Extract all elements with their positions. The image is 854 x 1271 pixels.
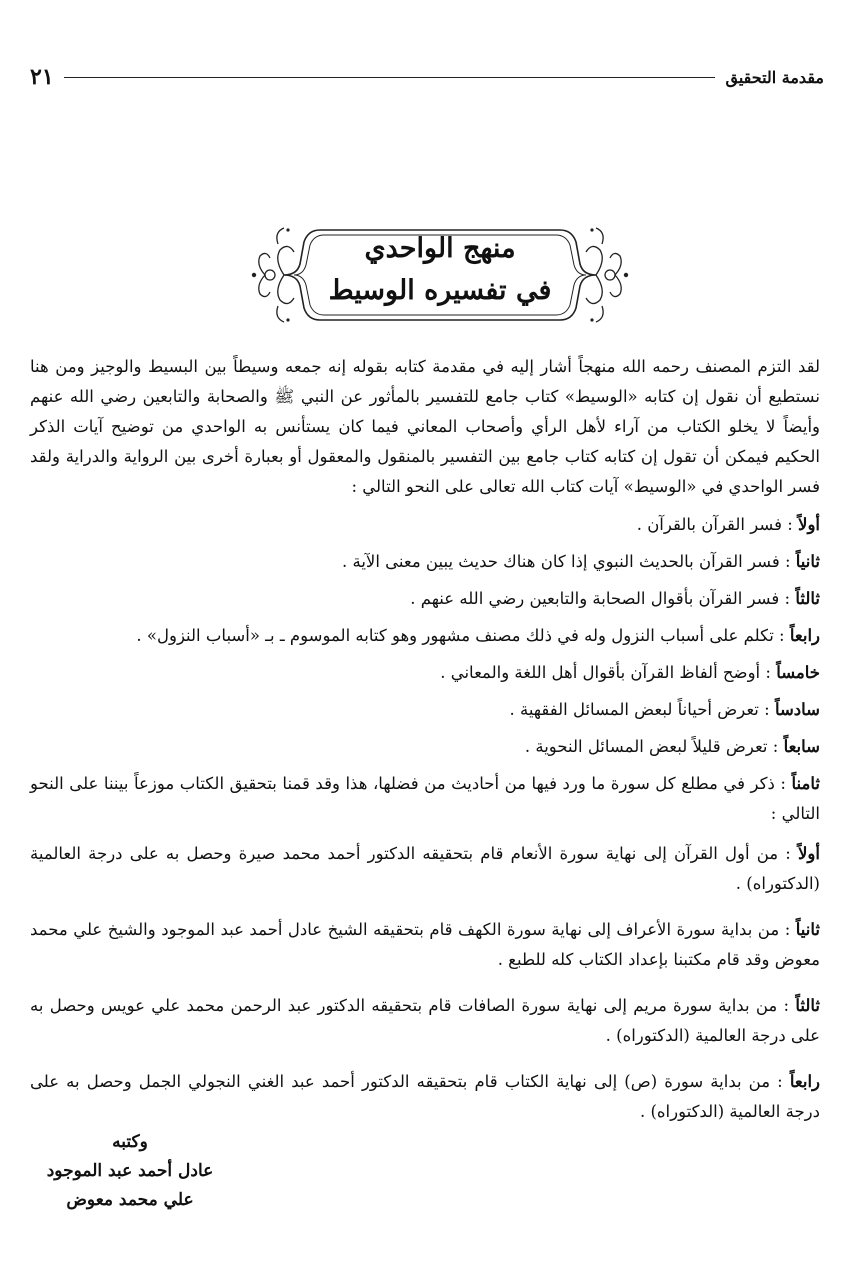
list-item: ثامناً : ذكر في مطلع كل سورة ما ورد فيها من أحاديث من فضلها، هذا وقد قمنا بتحقيق الكتاب موزعاً بيننا على النحو التالي :	[30, 774, 820, 823]
item-text: من أول القرآن إلى نهاية سورة الأنعام قام بتحقيقه الدكتور أحمد محمد صيرة وحصل به على درجة العالمية (الدكتوراه) .	[30, 844, 820, 893]
item-label: أولاً	[798, 515, 820, 534]
item-text: من بداية سورة (ص) إلى نهاية الكتاب قام بتحقيقه الدكتور أحمد عبد الغني النجولي الجمل وحصل به على درجة العالمية (الدكتوراه) .	[30, 1072, 820, 1121]
item-text: أوضح ألفاظ القرآن بأقوال أهل اللغة والمعاني .	[440, 663, 761, 682]
item-text: تعرض قليلاً لبعض المسائل النحوية .	[524, 737, 768, 756]
item-text: من بداية سورة مريم إلى نهاية سورة الصافات قام بتحقيقه الدكتور عبد الرحمن محمد علي عويس وحصل به على درجة العالمية (الدكتوراه) .	[30, 996, 820, 1045]
page-number: ٢١	[30, 64, 54, 90]
intro-paragraph: لقد التزم المصنف رحمه الله منهجاً أشار إليه في مقدمة كتابه بقوله إنه جمعه وسيطاً بين البسيط والوجيز ومن هنا نستطيع أن نقول إن كتابه «الوسيط» كتاب جامع للتفسير بالمأثور عن النبي ﷺ والصحابة والتابعين رضي الله عنهم وأيضاً لا يخلو الكتاب من آراء لأهل الرأي وأصحاب المعاني فيما كان يستأنس به الواحدي من توضيح آيات الذكر الحكيم فيمكن أن تقول إن كتابه كتاب جامع بين التفسير بالمنقول والمعقول أو بعبارة أخرى بين الرواية والدراية ولقد فسر الواحدي في «الوسيط» آيات كتاب الله تعالى على النحو التالي :	[30, 357, 820, 496]
method-list	[30, 510, 820, 829]
list-item: رابعاً : من بداية سورة (ص) إلى نهاية الكتاب قام بتحقيقه الدكتور أحمد عبد الغني النجولي الجمل وحصل به على درجة العالمية (الدكتوراه) .	[30, 1072, 820, 1121]
signature-block	[30, 1128, 230, 1215]
division-list	[30, 839, 820, 1127]
list-item: ثانياً : فسر القرآن بالحديث النبوي إذا كان هناك حديث يبين معنى الآية .	[341, 552, 820, 571]
list-item: أولاً : فسر القرآن بالقرآن .	[636, 515, 820, 534]
item-label: ثالثاً	[795, 996, 820, 1015]
item-text: تعرض أحياناً لبعض المسائل الفقهية .	[509, 700, 759, 719]
item-text: من بداية سورة الأعراف إلى نهاية سورة الكهف قام بتحقيقه الشيخ عادل أحمد عبد الموجود والشيخ علي محمد معوض وقد قام مكتبنا بإعداد الكتاب كله للطبع .	[30, 920, 820, 969]
body-text	[30, 352, 820, 1143]
header-title: مقدمة التحقيق	[725, 67, 824, 87]
section-heading-line2: في تفسيره الوسيط	[328, 275, 552, 306]
list-item: ثالثاً : من بداية سورة مريم إلى نهاية سورة الصافات قام بتحقيقه الدكتور عبد الرحمن محمد علي عويس وحصل به على درجة العالمية (الدكتوراه) .	[30, 996, 820, 1045]
item-label: سادساً	[774, 700, 820, 719]
list-item: رابعاً : تكلم على أسباب النزول وله في ذلك مصنف مشهور وهو كتابه الموسوم ـ بـ «أسباب النزول» .	[136, 626, 820, 645]
item-text: فسر القرآن بالحديث النبوي إذا كان هناك حديث يبين معنى الآية .	[341, 552, 780, 571]
item-label: ثانياً	[795, 552, 820, 571]
item-text: فسر القرآن بأقوال الصحابة والتابعين رضي الله عنهم .	[410, 589, 780, 608]
item-label: أولاً	[798, 844, 820, 863]
list-item: ثالثاً : فسر القرآن بأقوال الصحابة والتابعين رضي الله عنهم .	[410, 589, 820, 608]
item-label: ثالثاً	[795, 589, 820, 608]
list-item: ثانياً : من بداية سورة الأعراف إلى نهاية سورة الكهف قام بتحقيقه الشيخ عادل أحمد عبد الموجود والشيخ علي محمد معوض وقد قام مكتبنا بإعداد الكتاب كله للطبع .	[30, 920, 820, 969]
item-text: فسر القرآن بالقرآن .	[636, 515, 782, 534]
list-item: خامساً : أوضح ألفاظ القرآن بأقوال أهل اللغة والمعاني .	[440, 663, 820, 682]
signature-name-1: عادل أحمد عبد الموجود	[46, 1161, 214, 1181]
item-text: ذكر في مطلع كل سورة ما ورد فيها من أحاديث من فضلها، هذا وقد قمنا بتحقيق الكتاب موزعاً بيننا على النحو التالي :	[30, 774, 820, 823]
item-text: تكلم على أسباب النزول وله في ذلك مصنف مشهور وهو كتابه الموسوم ـ بـ «أسباب النزول» .	[136, 626, 774, 645]
item-label: رابعاً	[789, 1072, 820, 1091]
list-item: أولاً : من أول القرآن إلى نهاية سورة الأنعام قام بتحقيقه الدكتور أحمد محمد صيرة وحصل به على درجة العالمية (الدكتوراه) .	[30, 844, 820, 893]
item-label: سابعاً	[783, 737, 820, 756]
header-rule	[64, 77, 716, 78]
running-header	[30, 62, 824, 92]
signature-intro: وكتبه	[112, 1132, 148, 1152]
item-label: ثامناً	[791, 774, 820, 793]
section-heading	[305, 228, 575, 312]
signature-name-2: علي محمد معوض	[66, 1190, 194, 1210]
item-label: خامساً	[776, 663, 820, 682]
item-label: ثانياً	[795, 920, 820, 939]
item-label: رابعاً	[789, 626, 820, 645]
section-heading-line1: منهج الواحدي	[364, 233, 516, 264]
list-item: سادساً : تعرض أحياناً لبعض المسائل الفقهية .	[509, 700, 820, 719]
list-item: سابعاً : تعرض قليلاً لبعض المسائل النحوية .	[524, 737, 820, 756]
